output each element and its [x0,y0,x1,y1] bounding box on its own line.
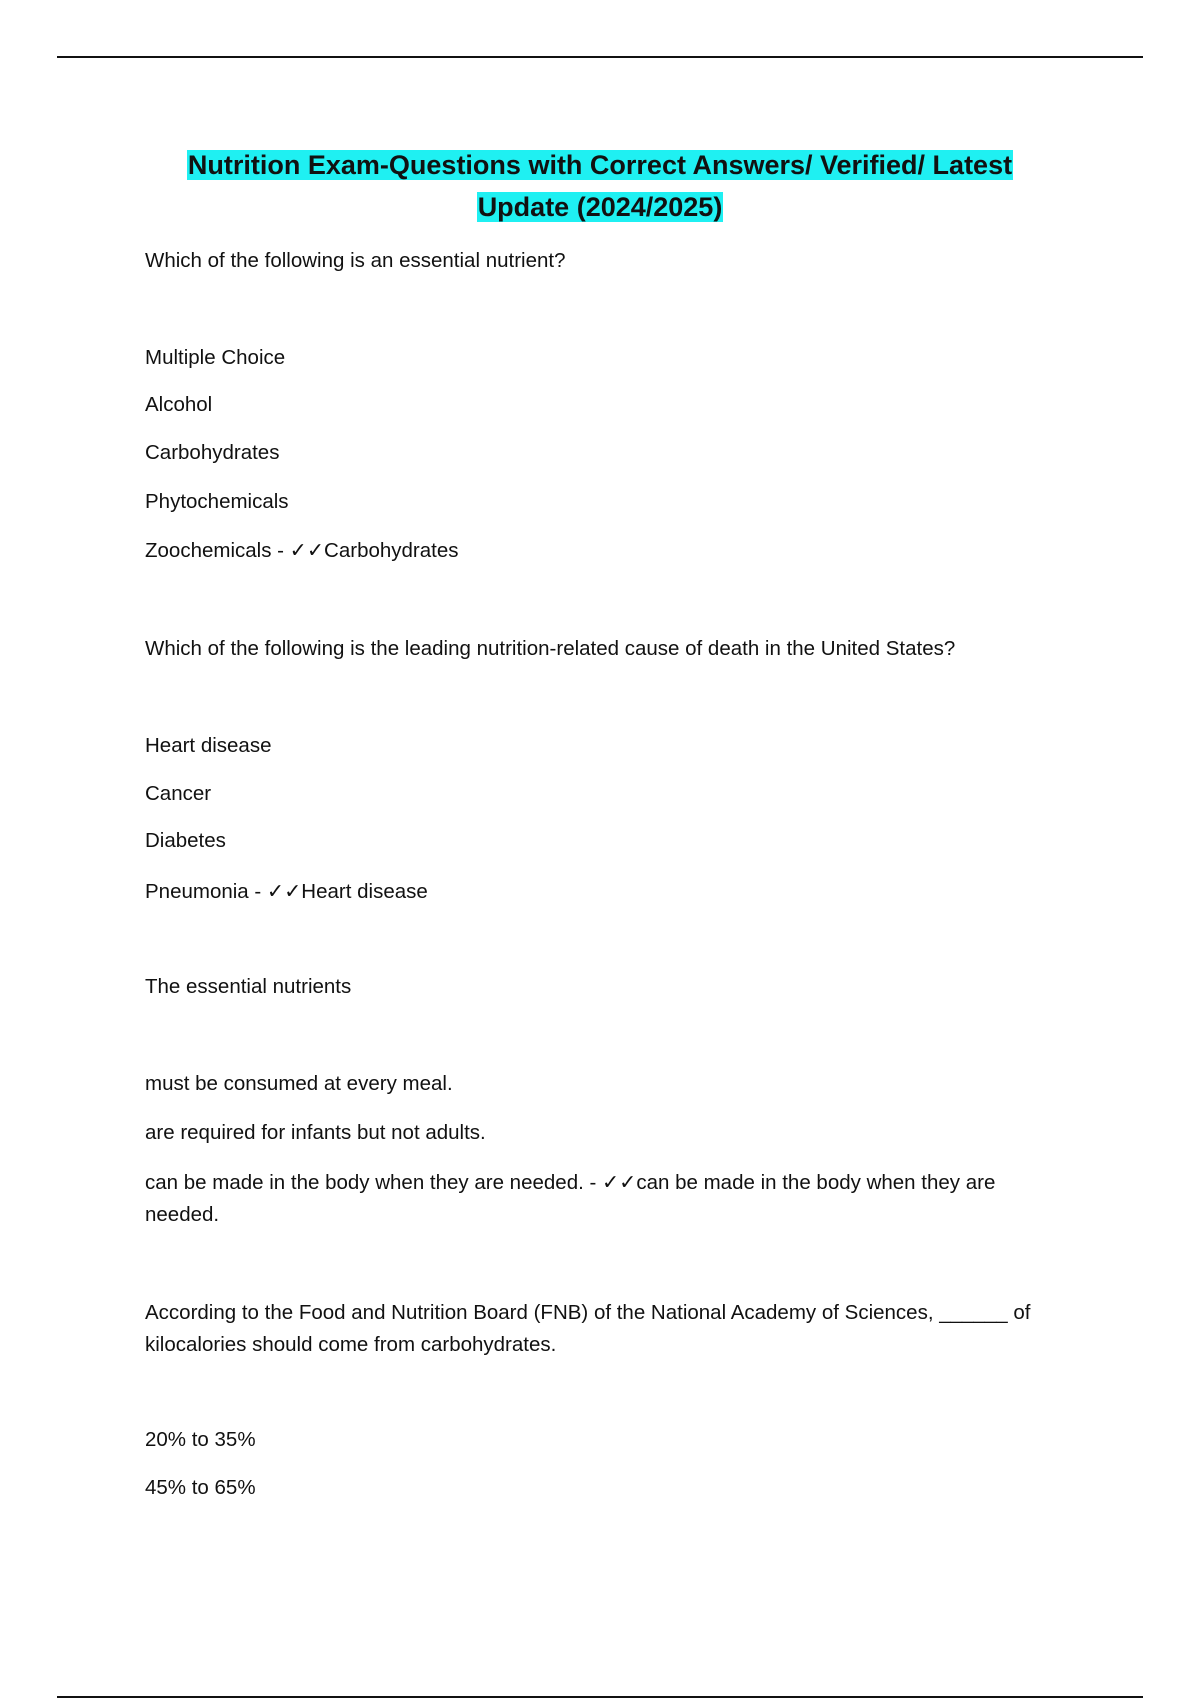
question-2-prompt: Which of the following is the leading nutrition-related cause of death in the United States? [145,637,956,660]
document-title [145,144,1055,228]
question-3-option: are required for infants but not adults. [145,1121,486,1144]
question-2-option: Cancer [145,782,212,805]
question-2-option: Heart disease [145,734,272,757]
question-1-prompt: Which of the following is an essential nutrient? [145,249,566,272]
question-2-answer: Pneumonia - ✓✓Heart disease [145,880,428,903]
title-line-2: Update (2024/2025) [477,192,723,222]
header-rule [57,56,1143,58]
question-1-option: Phytochemicals [145,490,289,513]
question-3-prompt: The essential nutrients [145,975,352,998]
question-1-option: Alcohol [145,393,213,416]
question-4-option: 45% to 65% [145,1476,256,1499]
question-4-prompt: According to the Food and Nutrition Board (FNB) of the National Academy of Sciences, ______ of kilocalories should come from carbohydrates. [145,1301,1031,1356]
question-3-answer: can be made in the body when they are needed. - ✓✓can be made in the body when they are needed. [145,1171,996,1226]
footer-rule [57,1696,1143,1698]
question-3-option: must be consumed at every meal. [145,1072,453,1095]
question-2-option: Diabetes [145,829,226,852]
question-1-option: Carbohydrates [145,441,280,464]
question-1-answer: Zoochemicals - ✓✓Carbohydrates [145,539,459,562]
question-4-option: 20% to 35% [145,1428,256,1451]
question-1-option: Multiple Choice [145,346,286,369]
title-line-1: Nutrition Exam-Questions with Correct Answers/ Verified/ Latest [187,150,1013,180]
